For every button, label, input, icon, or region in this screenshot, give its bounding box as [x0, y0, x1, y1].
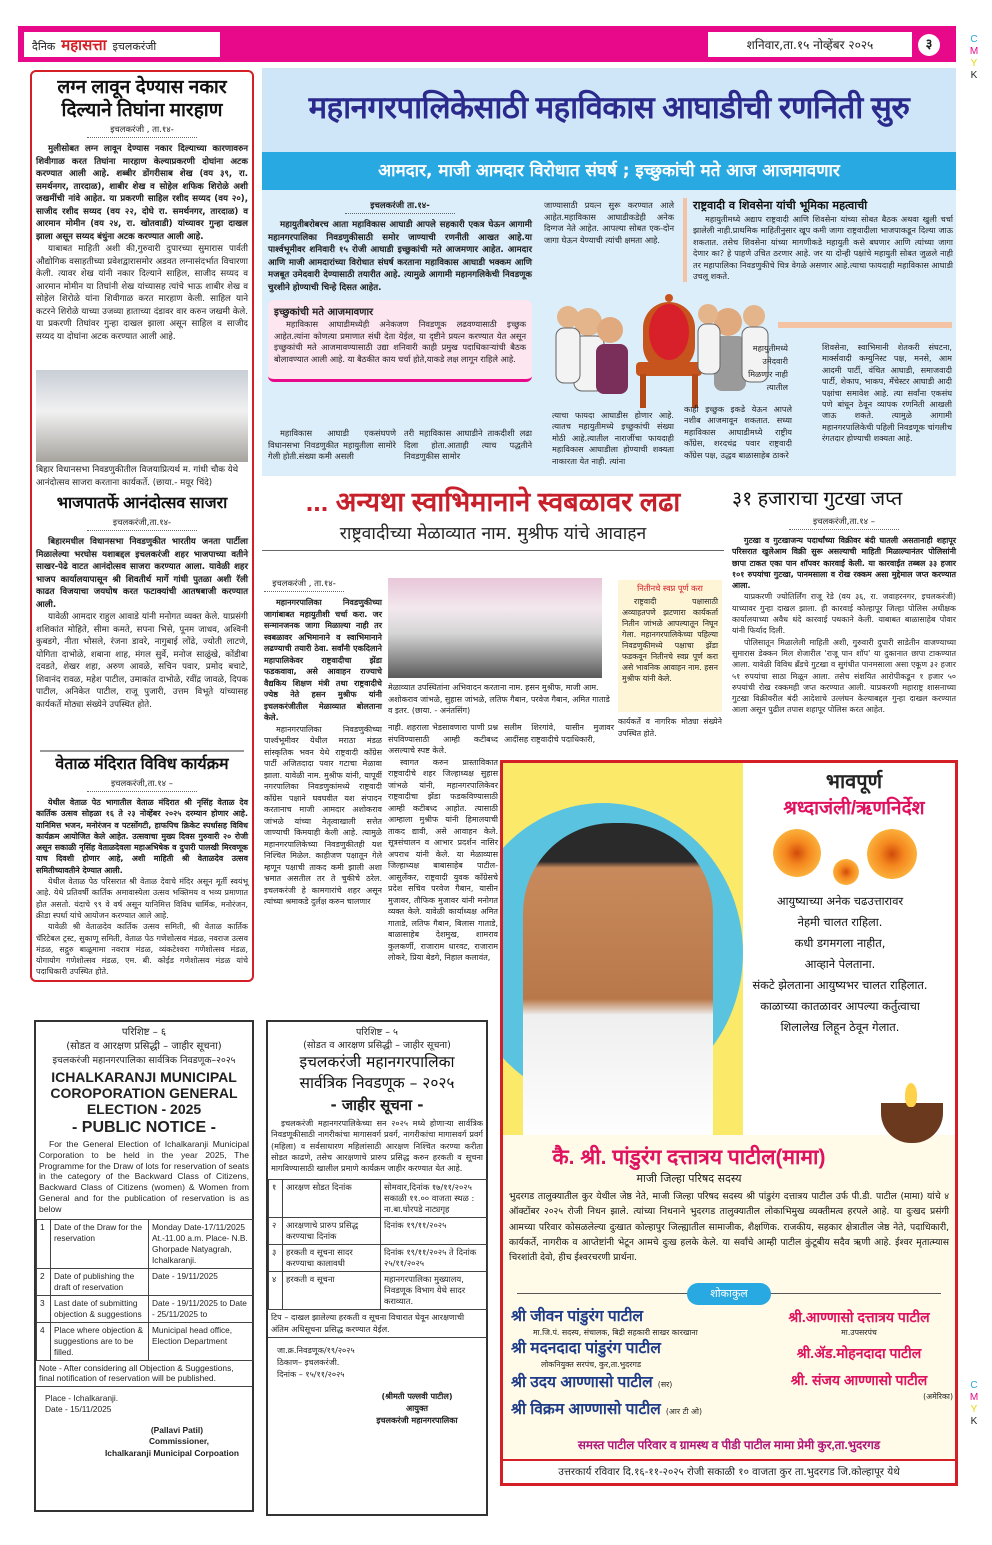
story-vetal-title: वेताळ मंदिरात विविध कार्यक्रम: [55, 756, 229, 773]
schedule-cell-val: दिनांक १९/११/२०२५: [381, 1218, 488, 1245]
signatory-title: आयुक्त: [406, 1403, 428, 1414]
family-line: समस्त पाटील परिवार व ग्रामस्थ व पीडी पाटील मामा प्रेमी कुर,ता.भुदरगड: [577, 1438, 881, 1452]
story-paragraph: काही इच्छुक इकडे येऊन आपले नशीब आजमावून शकतात. सध्या महाविकास आघाडीमध्ये राष्ट्रीय काँग्रेस, शरदचंद्र पवार राष्ट्रवादी काँग्रेस पक्ष, उद्धव बाळासाहेब ठाकरे: [684, 404, 792, 460]
cmyk-k: K: [970, 1416, 978, 1427]
dateline: इचलकरंजी,ता.१४ –: [87, 778, 197, 792]
notice-schedule-table: [36, 1219, 254, 1361]
signatory-name: (श्रीमती पल्लवी पाटील): [381, 1391, 453, 1402]
cmyk-c: C: [970, 34, 978, 45]
lead-intro: महायुतीबरोबरच आता महाविकास आघाडी आपले सहकारी एकत्र घेऊन आगामी महानगरपालिका निवडणुकीसाठी समोर जाण्याची रणनीती आखत आहे.या पार्श्वभूमीवर शनिवारी १५ रोजी आघाडी इच्छुकांची मते आजमणार आहेत. आमदार आणि माजी आमदारांच्या विरोधात संघर्ष करताना महाविकास आघाडी भक्कम आणि मजबूत उमेदवारी देण्यासाठी तयारीत आहे. त्यामुळे आगामी महानगलिकेची निवडणूक चुरशीने होण्याची चिन्हे दिसत आहेत.: [268, 220, 532, 293]
story-ncp-title: ... अन्यथा स्वाभिमानाने स्वबळावर लढा: [305, 487, 681, 517]
story-ncp-col2: [388, 722, 498, 964]
schedule-cell-val: Date - 19/11/2025: [149, 1268, 254, 1295]
story-gutkha: [732, 484, 956, 716]
tribute-subtitle: श्रध्दाजंली/ऋणनिर्देश: [783, 798, 925, 819]
notice-date: दिनांक – १५/११/२०२५: [277, 1369, 345, 1380]
mourner-name: श्री. संजय आण्णासो पाटील: [790, 1372, 928, 1388]
lead-narrow-col: [740, 342, 788, 394]
story-gutkha-title: ३१ हजाराचा गुटखा जप्त: [732, 488, 903, 510]
notice-marathi-title: इचलकरंजी महानगरपालिका सार्वत्रिक निवडणूक–२०२५: [52, 1055, 236, 1066]
poem-line: आयुष्याच्या अनेक चढउत्तारावर: [776, 894, 904, 908]
masthead: [24, 32, 220, 57]
story-paragraph: कार्यकर्ते व नागरिक मोठ्या संख्येने उपस्थित होते.: [618, 717, 722, 738]
lead-col-a: [268, 428, 396, 463]
schedule-cell-no: 1: [37, 1219, 51, 1268]
notice-body: इचलकरंजी महानगरपालिकेच्या सन २०२५ मध्ये होणाऱ्या सार्वत्रिक निवडणूकीसाठी नागरीकांचा मागासवर्ग प्रवर्ग, नागरीकांचा मागासवर्ग प्रवर्ग (महिला) व सर्वसाधारण महिलांसाठी आरक्षण निश्चित करण्या करीता सोडत काढणे, तसेच आरक्षणाचे प्रारुप प्रसिद्ध करुन हरकती व सूचना मागविण्यासाठी खालील प्रमाणे कार्यक्रम जाहीर करण्यात येत आहे.: [271, 1118, 483, 1174]
notice-note: टिप – दाखल झालेल्या हरकती व सूचना विचारात घेवून आरक्षणाची अंतिम अधिसूचना प्रसिद्ध करण्यात येईल.: [268, 1310, 486, 1338]
story-paragraph: सलीम शिरगांवे, यासीन मुजावर आदींसह राष्ट्रवादीचे पदाधिकारी,: [504, 723, 614, 744]
story-paragraph: स्वागत करुन प्रास्ताविकात राष्ट्रवादीचे शहर जिल्हाध्यक्ष सुहास जांभळे यांनी, महानगरपालिकेवर राष्ट्रवादीचा झेंडा फडकविण्यासाठी आम्ही कटीबध्द आहोत. त्यासाठी आम्हाला मुश्रीफ यांनी हिमालयाची ताकद द्यावी, असे आवाहन केले. सूत्रसंचालन व आभार प्रदर्शन नासिर अपराध यांनी केले. या मेळाव्यास जिल्हाध्यक्ष बाबासाहेब पाटील-आसुर्लेकर, राष्ट्रवादी युवक काँग्रेसचे प्रदेश सचिव परवेज गैबान, यासीन मुजावर, तौफिक मुजावर यांनी मनोगत व्यक्त केले. यावेळी कार्याध्यक्ष अमित गाताडे, लतिफ गैबान, बिलास गाताडे, बाळासाहेब देशमुख, शामराव कुलकर्णी, राजाराम धारवट, राजाराम लोकरे, प्रिया बेडगे, निहाल कलावंत,: [388, 757, 498, 962]
lead-col-c: [544, 200, 674, 246]
story-paragraph: नाही. शहराला भेडसावणारा पाणी प्रश्न संपविण्यासाठी आम्ही कटीबध्द असल्याचे स्पष्ट केले.: [388, 723, 498, 755]
schedule-cell-val: Monday Date-17/11/2025 At.-11.00 a.m. Place- N.B. Ghorpade Natyagrah, Ichalkaranji.: [149, 1219, 254, 1268]
schedule-row: [269, 1180, 488, 1218]
photo-caption: बिहार विधानसभा निवडणुकीतील विजयाप्रित्यर्थ म. गांधी चौक येथे आनंदोत्सव साजरा करताना कार्यकर्ते. (छाया.- मयूर चिंदे): [36, 465, 239, 488]
story-bjp: [36, 464, 248, 711]
public-notice-english: [34, 1020, 254, 1512]
marigold-flower-icon: [833, 859, 859, 885]
schedule-row: [37, 1295, 254, 1322]
masthead-city: इचलकरंजी: [112, 40, 157, 53]
story-vetal: [36, 754, 248, 978]
schedule-cell-item: हरकती व सूचना सादर करण्याचा कालावधी: [283, 1245, 381, 1272]
schedule-cell-no: १: [269, 1180, 283, 1218]
notice-title-2: सार्वत्रिक निवडणूक – २०२५: [299, 1074, 455, 1092]
cmyk-y: Y: [970, 1404, 978, 1415]
signatory-title: Commissioner,: [148, 1436, 209, 1447]
marigold-flower-icon: [773, 829, 821, 877]
story-paragraph: त्याचा फायदा आघाडीस होणार आहे. त्यातच महायुतीमध्ये इच्छुकांची संख्या मोठी आहे.त्यातील नाराजींचा फायदाही महाविकास आघाडीला होण्याची शक्यता नाकारता येत नाही. त्यांना: [552, 410, 674, 466]
schedule-cell-item: Date of publishing the draft of reservation: [51, 1268, 149, 1295]
mourner-note: (सर): [657, 1380, 673, 1389]
cmyk-m: M: [969, 46, 979, 57]
schedule-cell-no: 3: [37, 1295, 51, 1322]
signatory-name: (Pallavi Patil): [150, 1424, 203, 1435]
poem-line: आव्हाने पेलताना.: [804, 957, 876, 971]
ncp-rally-photo: [388, 578, 602, 678]
photo-caption: मेळाव्यात उपस्थितांना अभिवादन करताना नाम. हसन मुश्रीफ, माजी आम. अशोकराव जांभळे, सुहास जांभळे, लतिफ गैबान, परवेज गैबान, अमित गाताडे व इतर. (छाया. - अनंतसिंग): [388, 683, 610, 715]
lead-sidebar: [683, 198, 953, 282]
mourner-name: श्री.ॲड.मोहनदादा पाटील: [796, 1345, 922, 1361]
dateline: इचलकरंजी , ता.१४-: [87, 124, 197, 138]
lead-col-b: [404, 428, 532, 463]
divider: [778, 322, 952, 328]
notice-date: Date - 15/11/2025: [45, 1403, 112, 1414]
poem-line: शिलालेख लिहून ठेवून गेलात.: [780, 1020, 900, 1034]
masthead-name: महासत्ता: [61, 36, 107, 54]
mourner-name: श्री मदनदादा पांडुरंग पाटील: [511, 1340, 661, 1357]
story-paragraph: येथील वेताळ पेठ भागातील वेताळ मंदिरात श्री नृसिंह वेताळ देव कार्तिक उत्सव सोहळा १६ ते २३ नोव्हेंबर २०२५ दरम्यान होणार आहे. यानिमित्त भजन, मनोरंजन व पटसोंगटी, हाफपिच क्रिकेट स्पर्धासह विविध कार्यक्रम आयोजित केले आहेत. उत्सवाचा मुख्य दिवस गुरुवारी २० रोजी असून सकाळी नृसिंह वेताळदेवला महाअभिषेक व दुपारी पालखी मिरवणूक याच दिवशी होणार आहे, अशी माहिती श्री वेताळदेव उत्सव समितीच्यावतीने देण्यात आली.: [36, 798, 248, 875]
notice-note: Note - After considering all Objection & Suggestions, final notification of reservation will be published.: [36, 1361, 252, 1387]
story-paragraph: शिवसेना, स्वाभिमानी शेतकरी संघटना, मार्क्सवादी कम्युनिस्ट पक्ष, मनसे, आम आदमी पार्टी, वंचित आघाडी, समाजवादी पार्टी, शेकाप, भाकप, मँचेस्टर आघाडी आदी पक्षांचा समावेश आहे. त्या सर्वांना एकसंघ पणे बांधून ठेवून व्यापक रणनिती आखली जाऊ शकते. त्यामुळे आगामी महानगरपालिकेची पहिली निवडणूक चांगलीच रंगतदार होण्याची शक्यता आहे.: [822, 342, 952, 444]
story-paragraph: याप्रकरणी ज्योतिर्लिंग राजू रेडे (वय ३६, रा. जवाहरनगर, इचलकरंजी) याच्यावर गुन्हा दाखल झाला. ही कारवाई कोल्हापूर जिल्हा पोलिस अधीक्षक कार्यालयाच्या अवैध धंदे कारवाई पथकाने केली. याबाबत बाळासाहेब पोवार यांनी फिर्याद दिली.: [732, 592, 956, 636]
story-bjp-title: भाजपातर्फे आनंदोत्सव साजरा: [56, 495, 228, 512]
schedule-cell-item: Last date of submitting objection & suggestions: [51, 1295, 149, 1322]
notice-subtitle: (सोडत व आरक्षण प्रसिद्धी – जाहीर सूचना): [66, 1041, 222, 1052]
notice-place: ठिकाण– इचलकरंजी.: [277, 1357, 340, 1368]
cmyk-y: Y: [970, 58, 978, 69]
flame-icon: [905, 1083, 917, 1107]
box-text: महाविकास आघाडीमध्येही अनेकजण निवडणूक लढवण्यासाठी इच्छुक आहेत.त्यांना कोणत्या प्रमाणात संधी देता येईल, या दृष्टीने प्रयत्न करण्यात येत असून इच्छुकांची मते आजमावण्यासाठी उद्या शनिवारी काही प्रमुख पदाधिकाऱ्यांची बैठक बोलावण्यात आली आहे. या बैठकीत काय चर्चा होते,याकडे लक्ष लागून राहिले आहे.: [274, 319, 526, 364]
notice-reference: जा.क्र.निवडणूक/१९/२०२५: [277, 1345, 355, 1356]
mourner-note: मा.उपसरपंच: [841, 1328, 877, 1337]
mourner-name: श्री.आण्णासो दत्तात्रय पाटील: [788, 1309, 930, 1325]
tribute-advertisement: [500, 760, 958, 1486]
signatory-org: Ichalkaranji Municipal Corpoation: [104, 1447, 239, 1458]
schedule-cell-item: आरक्षण सोडत दिनांक: [283, 1180, 381, 1218]
notice-appendix: परिशिष्ट – ६: [121, 1027, 167, 1038]
schedule-cell-no: 2: [37, 1268, 51, 1295]
story-marriage-title: लग्न लावून देण्यास नकार दिल्याने तिघांना मारहाण: [57, 77, 227, 121]
schedule-cell-item: Date of the Draw for the reservation: [51, 1219, 149, 1268]
schedule-cell-no: २: [269, 1218, 283, 1245]
poem-line: काळाच्या कातळावर आपल्या कर्तुत्वाचा: [760, 999, 920, 1013]
lead-col-e: [684, 404, 792, 461]
lead-col-d: [552, 410, 674, 467]
cmyk-m: M: [969, 1392, 979, 1403]
notice-heading: - PUBLIC NOTICE -: [72, 1119, 216, 1136]
mourner-note: (आर टी ओ): [665, 1407, 703, 1416]
poem-line: संकटे झेलताना आयुष्यभर चालत राहिलात.: [752, 978, 928, 992]
tribute-title: भावपूर्ण: [825, 771, 883, 793]
schedule-cell-no: ४: [269, 1272, 283, 1310]
mourners-right: [765, 1307, 953, 1402]
story-paragraph: महायुतीमध्ये उमेदवारी मिळणार नाही त्यातील: [748, 343, 788, 392]
schedule-cell-val: Date - 19/11/2025 to Date - 25/11/2025 to: [149, 1295, 254, 1322]
story-ncp-caption: [388, 682, 610, 717]
lead-col-f: [822, 342, 952, 445]
notice-title: ICHALKARANJI MUNICIPAL COROPORATION GENERAL ELECTION - 2025: [50, 1069, 238, 1117]
sidebar-title: राष्ट्रवादी व शिवसेना यांची भूमिका महत्वाची: [693, 199, 868, 212]
dateline: इचलकरंजी ता.१४-: [345, 200, 455, 214]
notice-appendix: परिशिष्ट – ५: [356, 1027, 398, 1038]
schedule-row: [269, 1245, 488, 1272]
schedule-cell-no: ३: [269, 1245, 283, 1272]
public-notice-marathi: [266, 1020, 488, 1516]
mourner-name: श्री विक्रम आण्णासो पाटील: [511, 1401, 661, 1418]
marigold-flower-icon: [867, 829, 917, 879]
story-ncp-subhead: राष्ट्रवादीच्या मेळाव्यात नाम. मुश्रीफ यांचे आवाहन: [339, 524, 647, 544]
schedule-row: [269, 1272, 488, 1310]
schedule-cell-val: Municipal head office, Election Department: [149, 1322, 254, 1360]
story-paragraph: यावेळी आमदार राहुल आवाडे यांनी मनोगत व्यक्त केले. याप्रसंगी शशिकांत मोहिते, सीमा कमते, सपना भिसे, पूनम जाधव, अश्विनी कुबडगे, नीता भोसले, रंजना डावरे, नागुबाई लोंढे, ज्योती लाटणे, योगिता दाभोळे, शबाना शाह, मंगल सुर्वे, मनोज साळुंखे, कोंडीबा दवडते, शेखर शहा, अरुण आवळे, सचिन पवार, प्रमोद बचाटे, शिवानंद रावळ, महेश पाटील, उमाकांत दाभोळे, रवींद्र जावळे, दिपक पाटील, अनिकेत पाटील, राजू पुजारी, उत्तम विभूते यांच्यासह कार्यकर्ते मोठ्या संख्येने उपस्थित होते.: [36, 612, 248, 710]
story-paragraph: तरी महाविकास आघाडीने ताकदीशी लढा दिला होता.आताही त्याच पद्धतीने निवडणुकीस सामोर: [404, 428, 532, 461]
dateline: इचलकरंजी,ता.१४-: [87, 517, 197, 531]
lead-story-left: [268, 198, 532, 382]
schedule-cell-val: सोमवार,दिनांक १७/११/२०२५ सकाळी ११.०० वाजता स्थळ : ना.बा.घोरपडे नाट्यगृह: [381, 1180, 488, 1218]
page-number: ३: [918, 34, 940, 56]
lead-headline-banner: [262, 68, 956, 156]
cmyk-marks-bottom: [968, 1380, 980, 1428]
mourner-name: श्री उदय आण्णासो पाटील: [511, 1374, 653, 1391]
cmyk-c: C: [970, 1380, 978, 1391]
box-title: नितीनचे स्वप्न पूर्ण करा: [637, 583, 703, 593]
story-paragraph: महानगरपालिका निवडणुकीच्या जागांबाबत महायुतीशी चर्चा करा. जर सन्मानजनक जागा मिळाल्या नाही तर स्वबळावर अभिमानाने व स्वाभिमानाने लढण्याची तयारी ठेवा. सर्वांनी एकदिलाने महापालिकेवर राष्ट्रवादीचा झेंडा फडकवावा, असे आवाहन राज्याचे वैद्यकिय शिक्षण मंत्री तथा राष्ट्रवादीचे ज्येष्ठ नेते हसन मुश्रीफ यांनी इचलकरंजीतील मेळाव्यात बोलताना केले.: [264, 598, 382, 722]
schedule-cell-val: महानगरपालिका मुख्यालय, निवडणूक विभाग येथे सादर कराव्यात.: [381, 1272, 488, 1310]
notice-place: Place - Ichalkaranji.: [45, 1392, 119, 1403]
schedule-cell-val: दिनांक १९/११/२०२५ ते दिनांक २५/११/२०२५: [381, 1245, 488, 1272]
portrait-photo: [523, 823, 713, 1143]
cmyk-marks-top: [968, 34, 980, 82]
box-nitin: [618, 580, 722, 712]
schedule-row: [269, 1218, 488, 1245]
mourner-note: मा.जि.पं. सदस्य, संचालक, बिद्री सहकारी साखर कारखाना: [533, 1328, 698, 1337]
schedule-cell-item: हरकती व सूचना: [283, 1272, 381, 1310]
schedule-cell-item: आरक्षणाचे प्रारुप प्रसिद्ध करण्याचा दिनांक: [283, 1218, 381, 1245]
lead-headline: महानगरपालिकेसाठी महाविकास आघाडीची रणनिती सुरु: [308, 90, 910, 125]
lead-subhead: आमदार, माजी आमदार विरोधात संघर्ष ; इच्छुकांची मते आज आजमावणार: [378, 161, 840, 181]
mourner-note: लोकनियुक्त सरपंच, कुर,ता.भुदरगड: [541, 1360, 642, 1369]
story-ncp: [262, 484, 724, 551]
notice-heading: - जाहीर सूचना -: [330, 1096, 424, 1114]
story-paragraph: गुटखा व गुटखाजन्य पदार्थांच्या विक्रीवर बंदी घातली असतानाही शहापूर परिसरात खुलेआम विक्री सुरू असल्याची माहिती मिळाल्यानंतर पोलिसांनी छापा टाकत एका पान शॉपवर कारवाई केली. या कारवाईत तब्बल ३३ हजार १०१ रुपयांचा गुटखा, पानमसाला व रोख रक्कम असा मुद्देमाल जप्त करण्यात आला.: [732, 536, 956, 591]
mourner-note: (अमेरिका): [923, 1392, 953, 1401]
story-paragraph: महानगरपालिका निवडणुकीच्या पार्श्वभूमीवर येथील मराठा मंडळ सांस्कृतिक भवन येथे राष्ट्रवादी काँग्रेस पार्टी अजितदादा पवार गटाचा मेळावा झाला. यावेळी नाम. मुश्रीफ यांनी, यापूर्वी नगरपालिका निवडणुकांमध्ये राष्ट्रवादी काँग्रेस पक्षाने घवघवीत यश संपादन करतानाच माजी आमदार अशोकराव जांभळे यांच्या नेतृत्वाखाली सत्तेत जाण्याची किमयाही केली आहे. त्यामुळे महानगरपालिकेच्या निवडणुकीतही यश निश्चित मिळेल. काहीजण पक्षातून गेले म्हणून पक्षाची ताकद कमी झाली अशा भ्रमात असतील तर ते चुकीचे ठरेल. इचलकरंजी हे कामगारांचे शहर असून त्यांच्या श्रमाकडे दुर्लक्ष करुन चालणार: [264, 724, 382, 906]
sidebar-text: महायुतीमध्ये अद्याप राष्ट्रवादी आणि शिवसेना यांच्या सोबत बैठक अथवा खुली चर्चा झालेली नाही.प्राथमिक माहितीनुसार खूप कमी जागा राष्ट्रवादीला भाजपाकडून दिल्या जाऊ शकतात. तसेच शिवसेना यांच्या मागणीकडे महायुती कसे बघणार आणि त्यांच्या जागा देणार का? हे पाहणे उचित ठरणार आहे. जर या दोन्ही पक्षांचे महायुती सोबत जुळले नाही तर महापालिका निवडणुकीचे चित्र वेगळे असणार आहे.त्याचा फायदाही महाविकास आघाडी उचलू शकते.: [693, 214, 953, 282]
story-ncp-col3: [504, 722, 614, 745]
box-text: राष्ट्रवादी पक्षासाठी अव्याहतपणे झटणारा कार्यकर्ता नितीन जांभळे आपल्यातून निघून गेला. महानगरपालिकेच्या पहिल्या निवडणुकीमध्ये पक्षाचा झेंडा फडकवून नितीनचे स्वप्न पूर्ण करा असे भावनिक आवाहन नाम. हसन मुश्रीफ यांनी केले.: [622, 597, 718, 683]
story-paragraph: बिहारमधील विधानसभा निवडणुकीत भारतीय जनता पार्टीला मिळालेल्या भरघोस यशाबद्दल इचलकरंजी शहर भाजपाच्या वतीने साखर-पेढे वाटत आनंदोत्सव साजरा करण्यात आला. यावेळी शहर भाजप कार्यालयापासून श्री शिवतीर्थ मार्गे गांधी पुतळा अशी रॅली काढत विजयाचा जयघोष करत फटाक्यांची आतषबाजी करण्यात आली.: [36, 537, 248, 610]
notice-title: इचलकरंजी महानगरपालिका: [299, 1053, 455, 1071]
tribute-text: भुदरगड तालुक्यातील कुर येथील जेष्ठ नेते, माजी जिल्हा परिषद सदस्य श्री पांडुरंग दत्तात्रय पाटील उर्फ पी.डी. पाटील (मामा) यांचे ४ ऑक्टोंबर २०२५ रोजी निधन झाले. त्यांच्या निधनाने भुदरगड तालुक्यातील लोकाभिमुख व्यक्तीमत्व हरपले आहे. या दुःखद प्रसंगी आमच्या परिवार कोसळलेल्या दुःखात कोल्हापुर जिल्ह्यातील सामाजीक, शैक्षणिक. राजकीय, सहकार क्षेत्रातील जेष्ठ नेते, पदाधिकारी, कार्यकर्ते, नागरीक व आप्तेष्टांनी भेटून आमचे दुःख हलके केले. या सर्वांचे आम्ही पाटील कुंटूबीय सदैव ऋणी आहे. ईश्वर मृतात्म्यास चिरशांती देवो, हीच ईश्वरचरणी प्रार्थना.: [509, 1191, 949, 1264]
notice-body: For the General Election of Ichalkaranji Municipal Corporation to be held in the year 2025, The Programme for the Draw of lots for reservation of seats in the category of the Backward Class of Citizens, Backward Class of Citizens (women) & Women from General and for the publication of reservation is as below: [39, 1139, 249, 1214]
schedule-row: [37, 1322, 254, 1360]
notice-schedule-table: [268, 1179, 488, 1310]
lead-subhead-banner: [262, 152, 956, 190]
notice-subtitle: (सोडत व आरक्षण प्रसिद्धी – जाहीर सूचना): [303, 1040, 451, 1051]
mourners-badge: शोकाकुल: [687, 1283, 771, 1305]
deceased-name: कै. श्री. पांडुरंग दत्तात्रय पाटील(मामा): [552, 1146, 826, 1169]
issue-date: शनिवार,ता.१५ नोव्हेंबर २०२५: [708, 32, 912, 57]
dateline: इचलकरंजी , ता.१४-: [264, 578, 344, 592]
poem-line: कधी डगमगला नाहीत,: [794, 936, 886, 950]
schedule-cell-no: 4: [37, 1322, 51, 1360]
story-paragraph: येथील वेताळ पेठ परिसरात श्री वेताळ देवाचे मंदिर असून मूर्ती स्वयंभू आहे. येथे प्रतिवर्षी कार्तिक अमावास्येला उत्सव भक्तिमय व भव्य प्रमाणात होत असतो. यंदाचे ९९ वे वर्ष असून यानिमित्त विविध धार्मिक, मनोरंजन, क्रीडा स्पर्धा यांचे आयोजन करण्यात आले आहे.: [36, 877, 248, 920]
story-paragraph: याबाबत माहिती अशी की,गुरुवारी दुपारच्या सुमारास पार्वती औद्योगिक वसाहतीच्या प्रवेशद्वारासमोर अडवत लग्नासंदर्भात विचारणा केली. त्यावर शेख यांनी नकार दिल्याने साहिल, साजीद सय्यद व आरमान मोमीन या तिघांनी शेख यांच्यासह त्यांचे भाऊ शाबीर शेख व सोहेल शिरोळे यांना शिवीगाळ करत मारहाण केली. साहिल याने कटरने शिरोळे याच्या उजव्या हाताच्या दंडावर वार करुन जखमी केले. या प्रकरणी तिघांवर गुन्हा दाखल झाला असून साहिल व साजीद सय्यद या दोघांना अटक करण्यात आली आहे.: [36, 244, 248, 342]
divider: [40, 750, 244, 752]
masthead-daily: दैनिक: [32, 40, 56, 53]
story-paragraph: पोलिसातून मिळालेली माहिती अशी, गुरुवारी दुपारी साडेतीन वाजण्याच्या सुमारास डेक्कन मिल शेजारील 'राजू पान शॉप' या दुकानात छापा टाकण्यात आला. यावेळी विविध ब्रँडचे गुटखा व सुगंधीत पानमसाला असा एकूण ३२ हजार ५१ रुपयांचा साठा मिळून आला. तसेच संशयित आरोपीकडून १ हजार ५० रुपयांची रोख रक्कमही जप्त करण्यात आली. याप्रकरणी महाराष्ट्र शासनाच्या गुटखा विक्रीवरील बंदी आदेशाचे उल्लंघन केल्याबद्दल गुन्हा दाखल करण्यात आला असून पुढील तपास शहापूर पोलिस करत आहेत.: [732, 637, 956, 715]
schedule-row: [37, 1268, 254, 1295]
poem-line: नेहमी चालत राहिला.: [797, 915, 883, 929]
story-paragraph: यावेळी श्री वेताळदेव कार्तिक उत्सव समिती, श्री वेताळ कार्तिक चॅरिटेबल ट्रस्ट, सुकाणू समिती, वेताळ पेठ गणेशोत्सव मंडळ, नवराज उत्सव मंडळ, सद्गुरु बाळूमामा नवरात्र मंडळ, व्यंकटेश्वरा गणेशोत्सव मंडळ, योगायोग गणेशोत्सव मंडळ, एम. बी. कोईड गणेशोत्सव मंडळ यांचे पदाधिकारी उपस्थित होते.: [36, 922, 248, 977]
schedule-row: [37, 1219, 254, 1268]
story-paragraph: महाविकास आघाडी एकसंघपणे विधानसभा निवडणुकीत महायुतीला सामोरे गेली होती.संख्या कमी असली: [268, 428, 396, 461]
story-paragraph: जाण्यासाठी प्रयत्न सुरू करण्यात आले आहेत.महाविकास आघाडीकडेही अनेक दिग्गज नेते आहेत. आपल्या सोबत एक-दोन जागा घेऊन येण्याची त्यांची क्षमता आहे.: [544, 200, 674, 245]
ceremony-details: उत्तरकार्य रविवार दि.१६-११-२०२५ रोजी सकाळी १० वाजता कुर ता.भुदरगड जि.कोल्हापूर येथे: [503, 1459, 955, 1485]
box-aspirants: [268, 300, 532, 382]
cmyk-k: K: [970, 70, 978, 81]
schedule-cell-item: Place where objection & suggestions are to be filled.: [51, 1322, 149, 1360]
box-title: इच्छुकांची मते आजमावणार: [274, 307, 374, 318]
mourner-name: श्री जीवन पांडुरंग पाटील: [511, 1308, 643, 1325]
signatory-org: इचलकरंजी महानगरपालिका: [376, 1415, 458, 1426]
story-ncp-col1: [264, 576, 382, 908]
story-paragraph: मुलीसोबत लग्न लावून देण्यास नकार दिल्याच्या कारणावरुन शिवीगाळ करत तिघांना मारहाण केल्याप्रकरणी दोघांना अटक करण्यात आली आहे. शब्बीर डोंगरीसाब शेख (वय ३९, रा. समर्थनगर, तारदाळ), शाबीर शेख व सोहेल शफिक शिरोळे अशी जखमींची नांवे आहेत. या प्रकरणी साहिल रशीद सय्यद (वय २०), साजीद रशीद सय्यद (वय २२, दोघे रा. समर्थनगर, तारदाळ) व आरमान मोमीन (वय २४, रा. खोतवाडी) यांच्यावर गुन्हा दाखल झाला असून सय्यद बंधुंना अटक करण्यात आली आहे.: [36, 144, 248, 242]
tribute-poem: [723, 891, 957, 1038]
story-marriage: [36, 76, 248, 343]
deceased-role: माजी जिल्हा परिषद सदस्य: [636, 1172, 742, 1185]
story-ncp-col4: [618, 716, 722, 739]
dateline: इचलकरंजी,ता.१४ –: [789, 516, 899, 530]
bjp-celebration-photo: [36, 370, 248, 462]
mourners-left: [511, 1307, 761, 1424]
